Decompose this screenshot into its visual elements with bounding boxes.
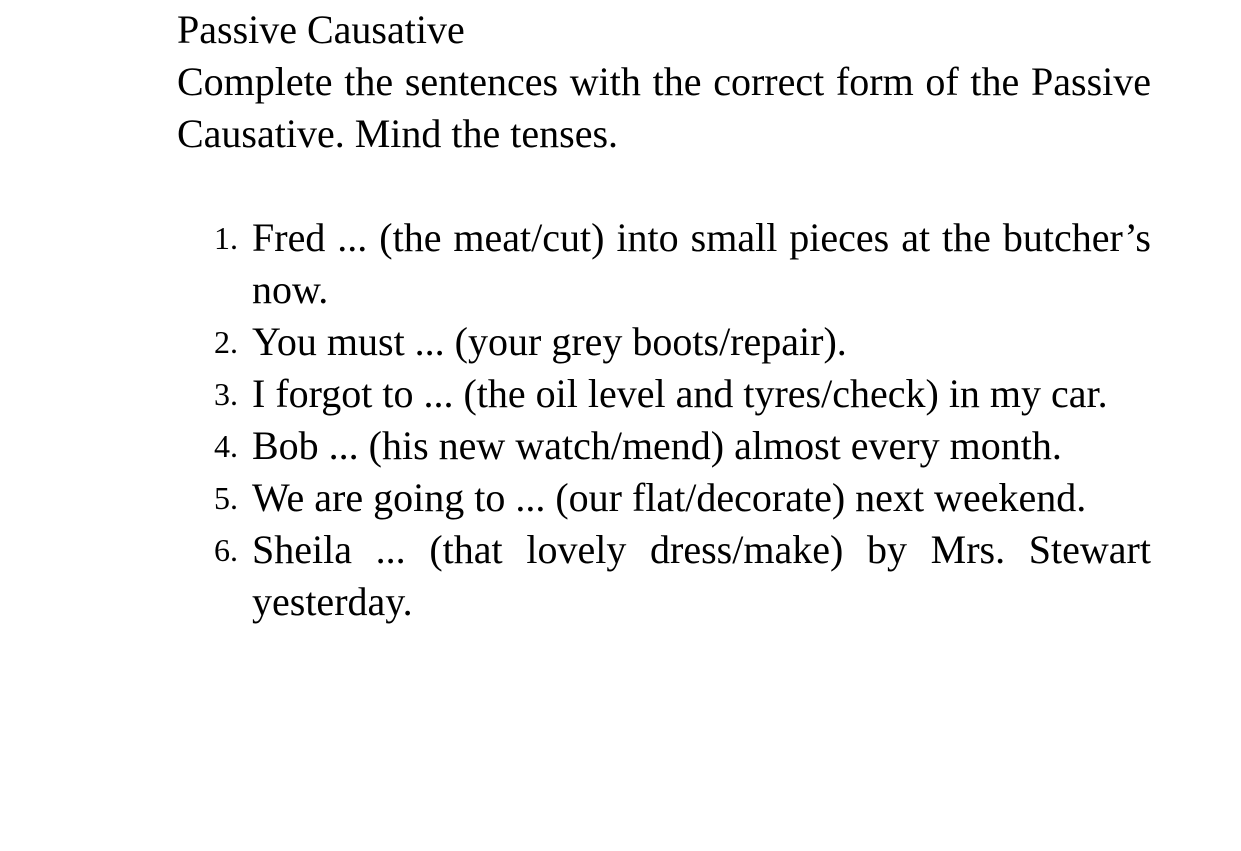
exercise-number: 2.	[214, 324, 238, 360]
exercise-number: 1.	[214, 220, 238, 256]
exercise-text: We are going to ... (our flat/decorate) next weekend.	[252, 475, 1087, 520]
exercise-text: Bob ... (his new watch/mend) almost every month.	[252, 423, 1062, 468]
exercise-text: Fred ... (the meat/cut) into small pieces at the butcher’s now.	[252, 215, 1151, 312]
instructions-paragraph: Complete the sentences with the correct form of the Passive Causative. Mind the tenses.	[177, 59, 1151, 156]
exercise-list	[177, 212, 1151, 628]
exercise-item-4	[214, 420, 1151, 472]
exercise-number: 5.	[214, 480, 238, 516]
exercise-number: 4.	[214, 428, 238, 464]
exercise-text: I forgot to ... (the oil level and tyres/check) in my car.	[252, 371, 1108, 416]
exercise-item-6	[214, 524, 1151, 628]
page-title: Passive Causative	[177, 7, 465, 52]
exercise-number: 3.	[214, 376, 238, 412]
document-page	[177, 4, 1151, 628]
exercise-item-3	[214, 368, 1151, 420]
exercise-item-1	[214, 212, 1151, 316]
exercise-number: 6.	[214, 532, 238, 568]
exercise-item-5	[214, 472, 1151, 524]
exercise-text: You must ... (your grey boots/repair).	[252, 319, 847, 364]
exercise-item-2	[214, 316, 1151, 368]
exercise-text: Sheila ... (that lovely dress/make) by Mrs. Stewart yesterday.	[252, 527, 1151, 624]
